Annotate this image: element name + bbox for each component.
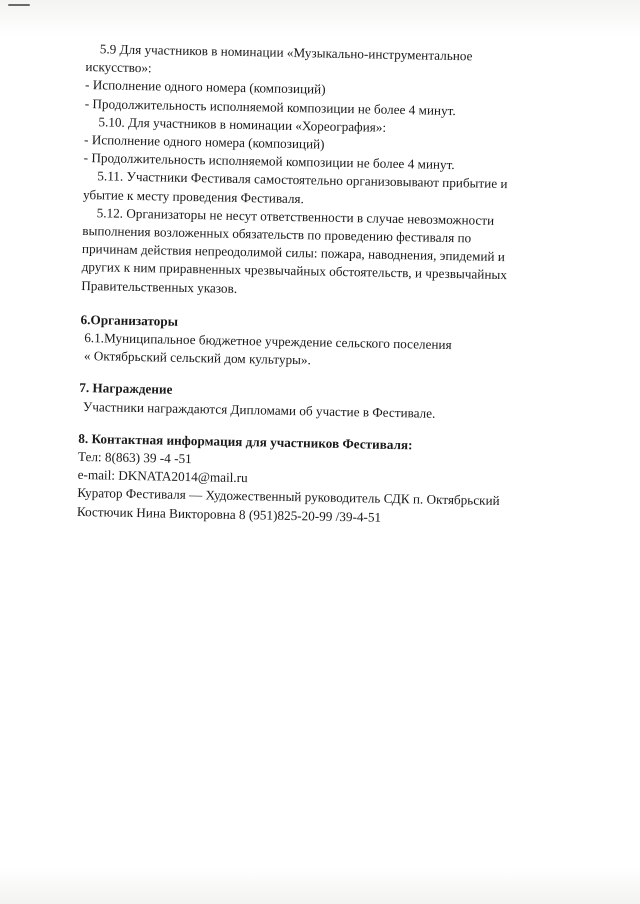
clause-5-10-item-1: - Исполнение одного номера (композиций) xyxy=(83,131,325,152)
clause-5-12-line-4: других к ним приравненных чрезвычайных обстоятельств, и чрезвычайных xyxy=(81,259,508,283)
section-6-line-2: « Октябрьский сельский дом культуры». xyxy=(83,348,312,368)
clause-5-11-line-1: 5.11. Участники Фестиваля самостоятельно организовывают прибытие и xyxy=(97,168,508,192)
section-7-line-1: Участники награждаются Дипломами об участие в Фестивале. xyxy=(82,398,436,421)
clause-5-9-line-1: 5.9 Для участников в номинации «Музыкально-инструментальное xyxy=(99,41,473,64)
clause-5-11-line-2: убытие к месту проведения Фестиваля. xyxy=(82,186,305,206)
document-body xyxy=(77,40,586,530)
section-6-line-1: 6.1.Муниципальное бюджетное учреждение сельского поселения xyxy=(84,330,452,353)
clause-5-9-item-2: - Продолжительность исполняемой композиции не более 4 минут. xyxy=(84,95,456,118)
contact-person: Костючик Нина Викторовна 8 (951)825-20-99 /39-4-51 xyxy=(76,503,382,525)
scan-artifact-mark xyxy=(8,4,30,6)
clause-5-12-line-3: причинам действия непреодолимой силы: пожара, наводнения, эпидемий и xyxy=(81,241,506,265)
section-8-heading: 8. Контактная информация для участников Фестиваля: xyxy=(78,430,413,453)
section-6-heading: 6.Организаторы xyxy=(80,311,179,329)
clause-5-10-item-2: - Продолжительность исполняемой композиции не более 4 минут. xyxy=(83,150,455,173)
clause-5-10-heading: 5.10. Для участников в номинации «Хореография»: xyxy=(98,114,387,135)
section-7-heading: 7. Награждение xyxy=(79,380,173,398)
contact-phone: Тел: 8(863) 39 -4 -51 xyxy=(77,448,192,467)
clause-5-9-line-2: искусство»: xyxy=(85,59,152,76)
contact-curator: Куратор Фестиваля — Художественный руководитель СДК п. Октябрьский xyxy=(77,485,500,509)
clause-5-12-line-5: Правительственных указов. xyxy=(81,277,238,296)
clause-5-12-line-1: 5.12. Организаторы не несут ответственности в случае невозможности xyxy=(96,205,495,228)
contact-email: e-mail: DKNATA2014@mail.ru xyxy=(77,467,248,486)
clause-5-9-item-1: - Исполнение одного номера (композиций) xyxy=(84,77,326,98)
clause-5-12-line-2: выполнения возложенных обязательств по проведению фестиваля по xyxy=(82,222,472,246)
